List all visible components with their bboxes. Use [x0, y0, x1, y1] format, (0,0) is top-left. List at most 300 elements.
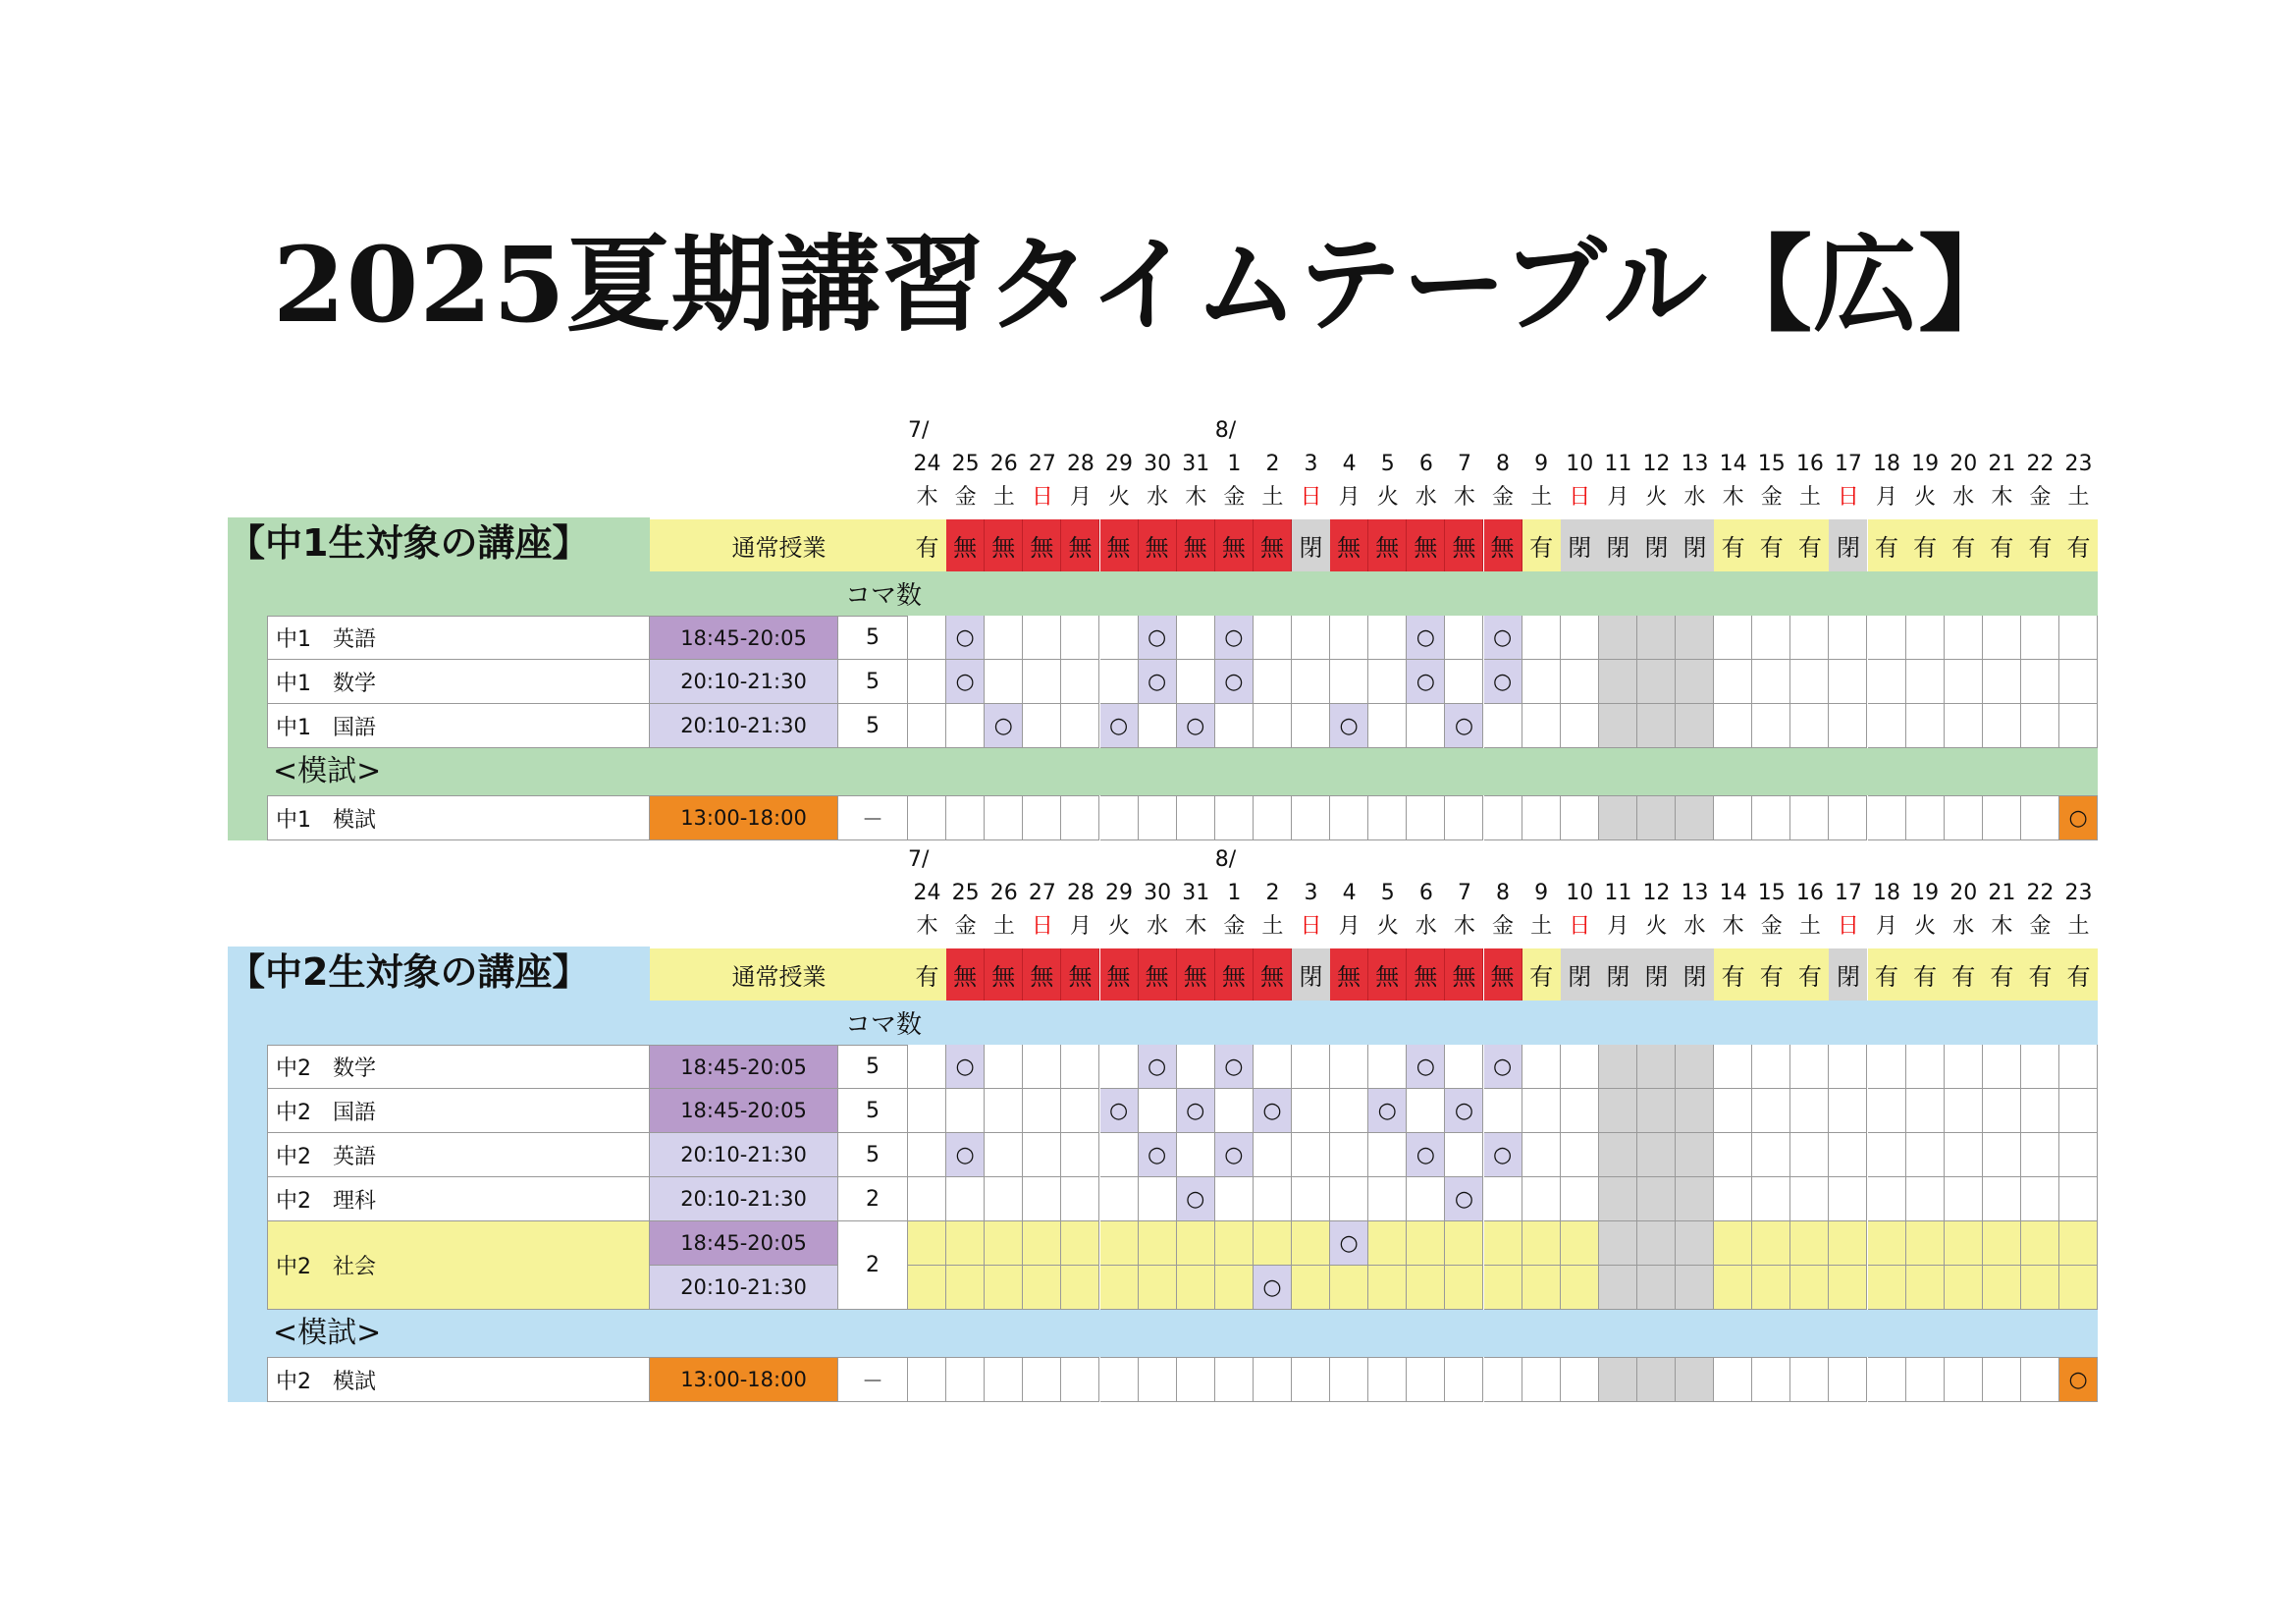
date-number: 12 [1642, 881, 1671, 905]
koma-header: コマ数 [844, 581, 922, 611]
schedule-cell [1023, 1221, 1061, 1266]
weekday-label: 水 [1415, 914, 1437, 939]
schedule-cell [1906, 1357, 1945, 1402]
schedule-cell [1522, 1177, 1561, 1221]
course-time: 20:10-21:30 [650, 1266, 838, 1310]
schedule-cell [2021, 795, 2059, 840]
schedule-cell [1906, 704, 1945, 748]
status-cell: 無 [1215, 948, 1254, 1001]
weekday-label: 木 [1185, 485, 1207, 510]
weekday-label: 水 [1147, 485, 1169, 510]
schedule-cell [1983, 1357, 2021, 1402]
schedule-cell [985, 1133, 1023, 1177]
schedule-cell [1714, 1221, 1752, 1266]
section-left-band [228, 1001, 267, 1402]
schedule-cell [946, 616, 985, 660]
date-number: 23 [2064, 452, 2093, 476]
schedule-cell [1906, 1045, 1945, 1089]
schedule-cell [2059, 1266, 2098, 1310]
schedule-cell [1983, 704, 2021, 748]
mock-time: 13:00-18:00 [650, 795, 838, 840]
schedule-cell [1945, 616, 1983, 660]
status-cell: 無 [1100, 519, 1139, 571]
schedule-cell [1254, 1089, 1292, 1133]
schedule-cell [1368, 616, 1407, 660]
course-name: 中2 理科 [267, 1177, 650, 1221]
date-number: 18 [1873, 881, 1901, 905]
date-number: 13 [1681, 881, 1709, 905]
schedule-cell [1445, 1357, 1483, 1402]
date-number: 28 [1066, 452, 1095, 476]
schedule-cell [1868, 704, 1906, 748]
date-number: 17 [1834, 452, 1862, 476]
session-mark: ○ [1262, 1098, 1282, 1123]
mock-name: 中2 模試 [267, 1357, 650, 1402]
date-number: 31 [1182, 452, 1210, 476]
session-mark: ○ [1148, 1142, 1167, 1167]
schedule-cell [1790, 1045, 1829, 1089]
session-mark: ○ [1492, 1054, 1513, 1079]
date-number: 19 [1911, 881, 1940, 905]
schedule-cell [1752, 1357, 1790, 1402]
course-name: 中1 英語 [267, 616, 650, 660]
schedule-cell [1868, 795, 1906, 840]
weekday-label: 日 [1031, 914, 1053, 939]
schedule-cell [1100, 1089, 1139, 1133]
date-number: 5 [1380, 881, 1395, 905]
date-number: 24 [913, 452, 941, 476]
weekday-label: 日 [1837, 485, 1859, 510]
date-number: 24 [913, 881, 941, 905]
schedule-cell [1829, 1266, 1867, 1310]
status-cell: 有 [1752, 948, 1790, 1001]
schedule-cell [1522, 1221, 1561, 1266]
schedule-cell [1868, 1357, 1906, 1402]
status-cell: 無 [1368, 948, 1407, 1001]
session-mark: ○ [1148, 669, 1167, 694]
date-number: 4 [1342, 881, 1357, 905]
schedule-cell [1868, 616, 1906, 660]
schedule-cell [1445, 660, 1483, 704]
status-cell: 無 [1407, 519, 1445, 571]
weekday-label: 金 [1492, 914, 1515, 939]
schedule-cell [1023, 704, 1061, 748]
weekday-label: 土 [1798, 914, 1821, 939]
schedule-cell [1215, 616, 1254, 660]
schedule-cell [985, 1089, 1023, 1133]
schedule-cell [1676, 1045, 1714, 1089]
schedule-cell [1292, 795, 1330, 840]
schedule-cell [946, 660, 985, 704]
date-number: 10 [1566, 881, 1594, 905]
koma-count: 5 [838, 704, 908, 748]
schedule-cell [1368, 1177, 1407, 1221]
schedule-cell [1484, 1089, 1522, 1133]
schedule-cell [1790, 660, 1829, 704]
page-title: 2025夏期講習タイムテーブル【広】 [272, 223, 2024, 346]
schedule-cell [1561, 1357, 1599, 1402]
schedule-cell [2059, 616, 2098, 660]
status-cell: 無 [1139, 519, 1177, 571]
date-number: 30 [1144, 881, 1172, 905]
schedule-cell [908, 1357, 946, 1402]
schedule-cell [1868, 1045, 1906, 1089]
date-number: 26 [989, 452, 1018, 476]
weekday-label: 木 [1185, 914, 1207, 939]
schedule-cell [1100, 1266, 1139, 1310]
status-cell: 無 [1023, 519, 1061, 571]
date-number: 18 [1873, 452, 1901, 476]
schedule-cell [1945, 1177, 1983, 1221]
status-cell: 閉 [1292, 948, 1330, 1001]
schedule-cell [1637, 1266, 1676, 1310]
schedule-cell [1215, 1357, 1254, 1402]
date-number: 8 [1496, 881, 1511, 905]
schedule-cell [1139, 616, 1177, 660]
status-cell: 有 [2021, 948, 2059, 1001]
schedule-cell [1676, 1357, 1714, 1402]
schedule-cell [1330, 616, 1368, 660]
date-number: 4 [1342, 452, 1357, 476]
schedule-cell [1215, 1089, 1254, 1133]
schedule-cell [1368, 660, 1407, 704]
course-time: 20:10-21:30 [650, 704, 838, 748]
status-cell: 無 [1484, 948, 1522, 1001]
weekday-label: 木 [1991, 485, 2013, 510]
schedule-cell [1561, 1177, 1599, 1221]
schedule-cell [1061, 1089, 1099, 1133]
schedule-cell [1292, 1266, 1330, 1310]
schedule-cell [1023, 795, 1061, 840]
schedule-cell [1983, 1089, 2021, 1133]
schedule-cell [946, 704, 985, 748]
schedule-cell [1945, 1221, 1983, 1266]
schedule-cell [1292, 1221, 1330, 1266]
schedule-cell [1445, 1045, 1483, 1089]
status-cell: 閉 [1561, 519, 1599, 571]
schedule-cell [1522, 1266, 1561, 1310]
schedule-cell [1752, 1266, 1790, 1310]
schedule-cell [1868, 1133, 1906, 1177]
koma-count: 5 [838, 616, 908, 660]
schedule-cell [1061, 660, 1099, 704]
schedule-cell [1445, 795, 1483, 840]
mock-header: <模試> [273, 754, 382, 788]
mock-time: 13:00-18:00 [650, 1357, 838, 1402]
weekday-label: 土 [992, 914, 1015, 939]
session-mark: ○ [1339, 1230, 1359, 1256]
schedule-cell [1368, 1133, 1407, 1177]
session-mark: ○ [1148, 1054, 1167, 1079]
schedule-cell [1330, 704, 1368, 748]
weekday-label: 日 [1300, 485, 1322, 510]
date-month: 7/ [908, 847, 930, 872]
schedule-cell [1945, 1089, 1983, 1133]
schedule-cell [1714, 1133, 1752, 1177]
schedule-cell [1061, 1357, 1099, 1402]
schedule-cell [1484, 795, 1522, 840]
schedule-cell [985, 660, 1023, 704]
session-mark: ○ [1492, 624, 1513, 650]
date-month: 8/ [1214, 847, 1237, 872]
schedule-cell [908, 1133, 946, 1177]
date-number: 14 [1719, 452, 1747, 476]
schedule-cell [908, 1045, 946, 1089]
schedule-cell [1292, 616, 1330, 660]
schedule-cell [2021, 1266, 2059, 1310]
weekday-label: 木 [1722, 485, 1744, 510]
schedule-cell [1829, 616, 1867, 660]
schedule-cell [1599, 795, 1637, 840]
date-number: 31 [1182, 881, 1210, 905]
mock-mark: ○ [2068, 805, 2088, 831]
schedule-cell [1292, 1089, 1330, 1133]
schedule-cell [1906, 1177, 1945, 1221]
schedule-cell [1330, 1177, 1368, 1221]
schedule-cell [1330, 1266, 1368, 1310]
schedule-cell [1522, 1089, 1561, 1133]
schedule-cell [1561, 1133, 1599, 1177]
weekday-label: 金 [954, 914, 977, 939]
schedule-cell [1023, 1177, 1061, 1221]
weekday-label: 月 [1338, 485, 1361, 510]
schedule-cell [2059, 704, 2098, 748]
section-title: 【中1生対象の講座】 [228, 521, 590, 565]
status-cell: 有 [2021, 519, 2059, 571]
weekday-label: 水 [1683, 914, 1706, 939]
schedule-cell [985, 1177, 1023, 1221]
weekday-label: 日 [1569, 914, 1591, 939]
schedule-cell [2059, 1177, 2098, 1221]
session-mark: ○ [955, 1054, 975, 1079]
schedule-cell [1906, 1133, 1945, 1177]
schedule-cell [1906, 1266, 1945, 1310]
weekday-label: 土 [1261, 914, 1284, 939]
date-number: 22 [2026, 452, 2055, 476]
session-mark: ○ [1454, 1098, 1474, 1123]
koma-count: － [838, 1357, 908, 1402]
schedule-cell [1177, 1045, 1215, 1089]
schedule-cell [1368, 795, 1407, 840]
schedule-cell [2021, 1089, 2059, 1133]
schedule-cell [1292, 1357, 1330, 1402]
section-left-band [228, 571, 267, 840]
course-time: 18:45-20:05 [650, 616, 838, 660]
schedule-cell [1139, 704, 1177, 748]
session-mark: ○ [1186, 713, 1205, 738]
date-number: 29 [1105, 881, 1134, 905]
section-title: 【中2生対象の講座】 [228, 950, 590, 994]
status-cell: 有 [1868, 948, 1906, 1001]
mock-mark: ○ [2068, 1367, 2088, 1392]
schedule-cell [1254, 616, 1292, 660]
schedule-cell [2059, 1089, 2098, 1133]
schedule-cell [908, 1089, 946, 1133]
schedule-cell [2021, 1221, 2059, 1266]
schedule-cell [1215, 1266, 1254, 1310]
date-number: 7 [1457, 881, 1471, 905]
schedule-cell [1368, 1045, 1407, 1089]
schedule-cell [1023, 1045, 1061, 1089]
status-cell: 閉 [1561, 948, 1599, 1001]
session-mark: ○ [993, 713, 1013, 738]
schedule-cell [1714, 616, 1752, 660]
schedule-cell [1407, 1133, 1445, 1177]
status-cell: 無 [1368, 519, 1407, 571]
date-number: 22 [2026, 881, 2055, 905]
schedule-cell [1061, 795, 1099, 840]
status-cell: 無 [1061, 948, 1099, 1001]
weekday-label: 土 [2067, 914, 2090, 939]
schedule-cell [1445, 1266, 1483, 1310]
date-number: 1 [1227, 881, 1242, 905]
schedule-cell [1829, 1357, 1867, 1402]
weekday-label: 金 [1492, 485, 1515, 510]
schedule-cell [1254, 1266, 1292, 1310]
schedule-cell [1254, 1045, 1292, 1089]
status-cell: 無 [946, 948, 985, 1001]
schedule-cell [1983, 616, 2021, 660]
schedule-cell [1330, 1357, 1368, 1402]
date-number: 15 [1757, 452, 1786, 476]
schedule-cell [1100, 660, 1139, 704]
schedule-cell [1368, 704, 1407, 748]
session-mark: ○ [1262, 1274, 1282, 1300]
schedule-cell [908, 1177, 946, 1221]
status-cell: 閉 [1599, 519, 1637, 571]
schedule-cell [1637, 1089, 1676, 1133]
date-number: 13 [1681, 452, 1709, 476]
status-cell: 有 [1752, 519, 1790, 571]
schedule-cell [1752, 1089, 1790, 1133]
schedule-cell [1945, 704, 1983, 748]
course-name: 中2 数学 [267, 1045, 650, 1089]
schedule-cell [1906, 1089, 1945, 1133]
schedule-cell [1100, 1045, 1139, 1089]
schedule-cell [1484, 1266, 1522, 1310]
status-cell: 無 [1254, 948, 1292, 1001]
schedule-cell [1983, 795, 2021, 840]
date-number: 16 [1795, 452, 1824, 476]
status-cell: 有 [1790, 948, 1829, 1001]
schedule-cell [946, 1045, 985, 1089]
schedule-cell [1484, 1357, 1522, 1402]
session-mark: ○ [1339, 713, 1359, 738]
schedule-cell [1522, 1133, 1561, 1177]
course-time: 20:10-21:30 [650, 1133, 838, 1177]
status-cell: 無 [1254, 519, 1292, 571]
schedule-cell [1100, 1133, 1139, 1177]
date-number: 1 [1227, 452, 1242, 476]
date-number: 27 [1028, 881, 1056, 905]
course-name: 中2 国語 [267, 1089, 650, 1133]
koma-count: 5 [838, 1045, 908, 1089]
schedule-cell [1484, 1177, 1522, 1221]
schedule-cell [1752, 704, 1790, 748]
koma-band [267, 1001, 2098, 1045]
session-mark: ○ [1454, 713, 1474, 738]
schedule-cell [1177, 704, 1215, 748]
schedule-cell [2021, 1045, 2059, 1089]
status-cell: 閉 [1637, 948, 1676, 1001]
schedule-cell [1177, 1221, 1215, 1266]
schedule-cell [1254, 1357, 1292, 1402]
schedule-cell [1023, 1089, 1061, 1133]
status-cell: 閉 [1676, 519, 1714, 571]
schedule-cell [1292, 1133, 1330, 1177]
status-cell: 有 [1790, 519, 1829, 571]
schedule-cell [1868, 1221, 1906, 1266]
course-time: 20:10-21:30 [650, 1177, 838, 1221]
weekday-label: 水 [1952, 485, 1975, 510]
weekday-label: 月 [1069, 914, 1092, 939]
schedule-cell [985, 795, 1023, 840]
date-number: 5 [1380, 452, 1395, 476]
session-mark: ○ [1148, 624, 1167, 650]
schedule-cell [1254, 1221, 1292, 1266]
status-cell: 無 [1330, 948, 1368, 1001]
weekday-label: 月 [1876, 485, 1898, 510]
schedule-cell [1599, 660, 1637, 704]
schedule-cell [985, 1357, 1023, 1402]
schedule-cell [1407, 1266, 1445, 1310]
status-cell: 無 [1445, 948, 1483, 1001]
weekday-label: 水 [1683, 485, 1706, 510]
schedule-cell [908, 795, 946, 840]
date-number: 11 [1604, 881, 1632, 905]
status-cell: 有 [2059, 519, 2098, 571]
weekday-label: 月 [1069, 485, 1092, 510]
status-cell: 有 [1714, 948, 1752, 1001]
schedule-cell [1100, 1357, 1139, 1402]
weekday-label: 金 [2029, 485, 2052, 510]
schedule-cell [1752, 1177, 1790, 1221]
date-number: 10 [1566, 452, 1594, 476]
date-number: 17 [1834, 881, 1862, 905]
course-time: 18:45-20:05 [650, 1221, 838, 1266]
koma-count: 2 [838, 1177, 908, 1221]
schedule-cell [1522, 704, 1561, 748]
schedule-cell [1714, 704, 1752, 748]
session-mark: ○ [1377, 1098, 1397, 1123]
schedule-cell [1983, 1177, 2021, 1221]
schedule-cell [1790, 1221, 1829, 1266]
weekday-label: 日 [1300, 914, 1322, 939]
status-cell: 有 [1906, 519, 1945, 571]
schedule-cell [946, 1357, 985, 1402]
status-cell: 無 [985, 519, 1023, 571]
schedule-cell [1714, 660, 1752, 704]
weekday-label: 木 [1453, 485, 1475, 510]
schedule-cell [1215, 1177, 1254, 1221]
status-cell: 有 [1522, 519, 1561, 571]
schedule-cell [1407, 1221, 1445, 1266]
schedule-cell [1177, 1357, 1215, 1402]
schedule-cell [1561, 660, 1599, 704]
weekday-label: 月 [1876, 914, 1898, 939]
weekday-label: 土 [2067, 485, 2090, 510]
schedule-cell [1407, 1177, 1445, 1221]
normal-class-label: 通常授業 [650, 948, 908, 1001]
schedule-cell [1790, 1357, 1829, 1402]
status-cell: 有 [908, 948, 946, 1001]
schedule-cell [1829, 1177, 1867, 1221]
mock-band [267, 1310, 2098, 1357]
schedule-cell [985, 1266, 1023, 1310]
weekday-label: 金 [1760, 485, 1783, 510]
schedule-cell [1139, 1045, 1177, 1089]
schedule-cell [1368, 1357, 1407, 1402]
